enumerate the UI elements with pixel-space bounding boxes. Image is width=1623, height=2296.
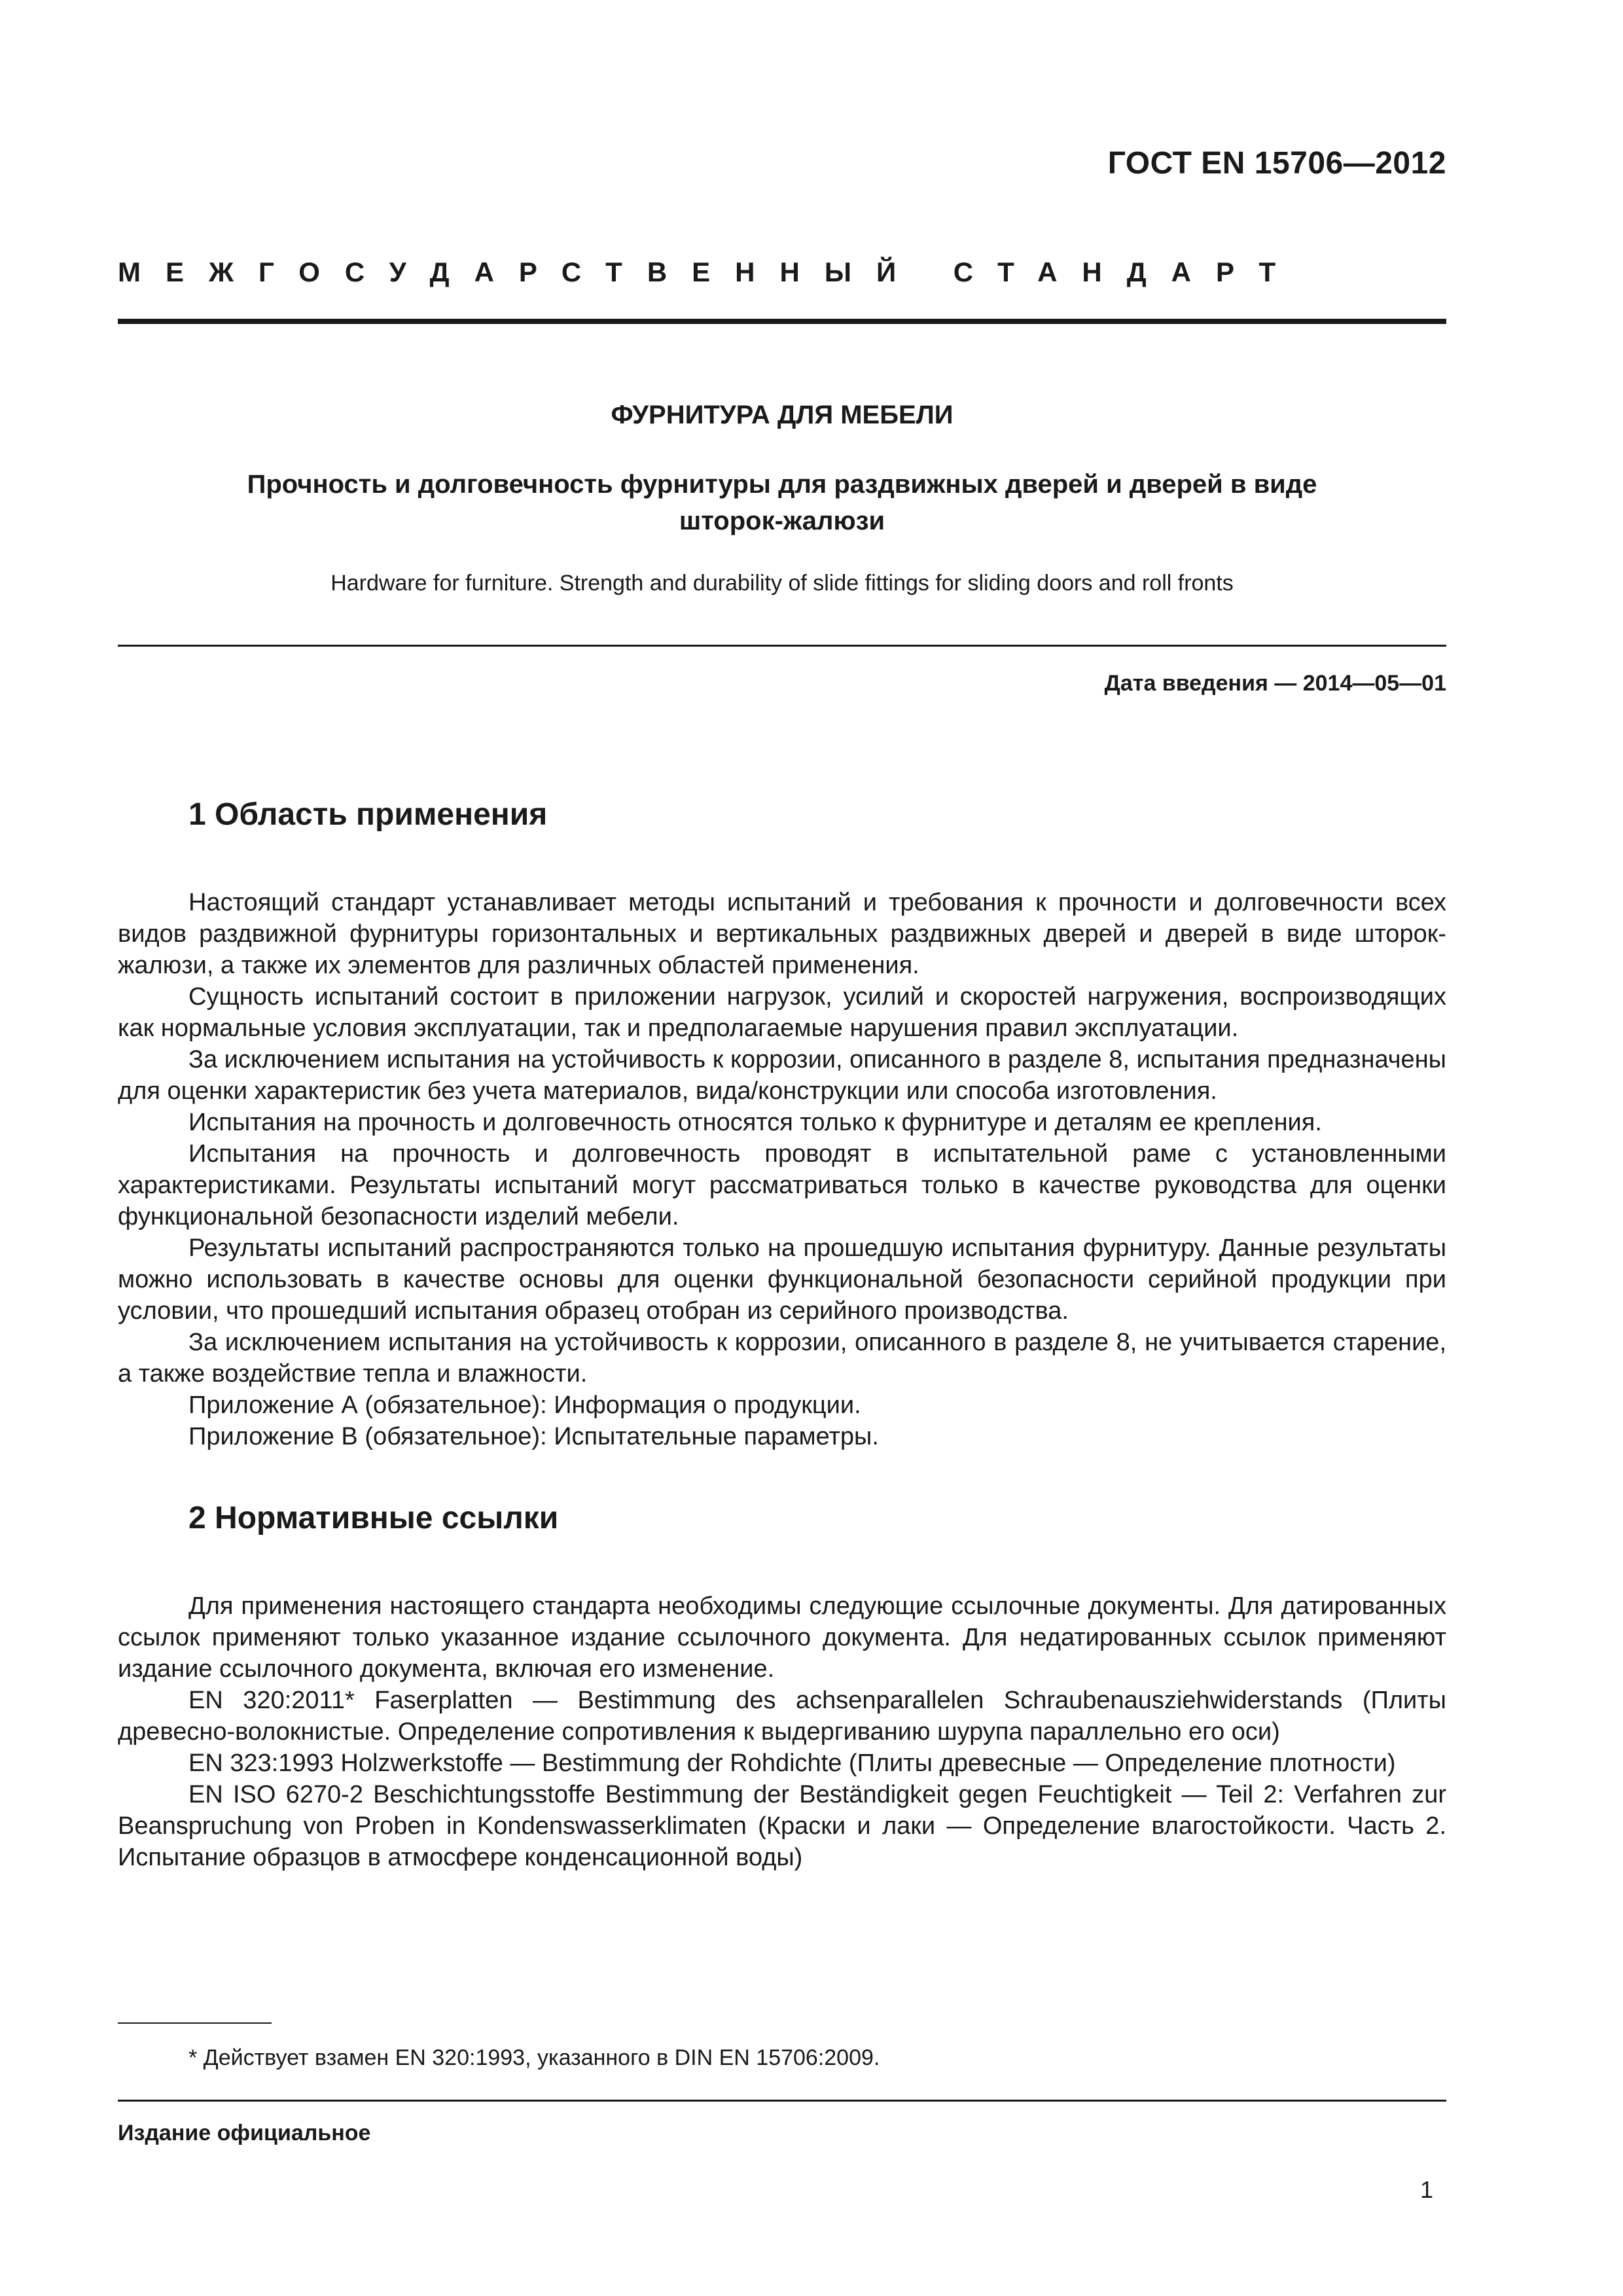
section-normative-references xyxy=(118,1499,1446,1873)
paragraph: Сущность испытаний состоит в приложении нагрузок, усилий и скоростей нагружения, воспроизводящих как нормальные условия эксплуатации, так и предполагаемые нарушения правил эксплуатации. xyxy=(118,983,1446,1042)
paragraph: Приложение А (обязательное): Информация о продукции. xyxy=(188,1391,861,1419)
edition-label: Издание официальное xyxy=(118,2121,371,2145)
reference-entry: EN 323:1993 Holzwerkstoffe — Bestimmung der Rohdichte (Плиты древесные — Определение плотности) xyxy=(188,1749,1396,1777)
section-heading-scope: 1 Область применения xyxy=(188,797,548,832)
document-title-english: Hardware for furniture. Strength and durability of slide fittings for sliding doors and roll fronts xyxy=(330,571,1234,596)
introduction-date: Дата введения — 2014—05—01 xyxy=(1104,671,1446,696)
standard-kind: МЕЖГОСУДАРСТВЕННЫЙ СТАНДАРТ xyxy=(118,257,1301,287)
document-title: ФУРНИТУРА ДЛЯ МЕБЕЛИ xyxy=(611,401,954,429)
section-body-scope xyxy=(118,887,1446,1452)
footnote: * Действует взамен EN 320:1993, указанного в DIN EN 15706:2009. xyxy=(188,2045,880,2070)
title-divider xyxy=(118,645,1446,647)
section-scope xyxy=(118,795,1446,1452)
section-heading-normative-references: 2 Нормативные ссылки xyxy=(188,1501,559,1535)
reference-entry: EN 320:2011* Faserplatten — Bestimmung des achsenparallelen Schraubenausziehwiderstands (Плиты древесно-волокнистые. Определение сопротивления к выдергиванию шурупа параллельно его оси) xyxy=(118,1687,1446,1746)
paragraph: Настоящий стандарт устанавливает методы испытаний и требования к прочности и долговечности всех видов раздвижной фурнитуры горизонтальных и вертикальных раздвижных дверей и дверей в виде шторок-жалюзи, а также их элементов для различных областей применения. xyxy=(118,889,1446,979)
page-number: 1 xyxy=(1419,2176,1433,2203)
paragraph: Испытания на прочность и долговечность проводят в испытательной раме с установленными характеристиками. Результаты испытаний могут рассматриваться только в качестве руководства для оценки функциональной безопасности изделий мебели. xyxy=(118,1140,1446,1230)
paragraph: Испытания на прочность и долговечность относятся только к фурнитуре и деталям ее крепления. xyxy=(188,1109,1322,1136)
paragraph: Результаты испытаний распространяются только на прошедшую испытания фурнитуру. Данные результаты можно использовать в качестве основы для оценки функциональной безопасности серийной продукции при условии, что прошедший испытания образец отобран из серийного производства. xyxy=(118,1234,1446,1325)
standard-number: ГОСТ EN 15706—2012 xyxy=(1107,146,1446,181)
reference-entry: EN ISO 6270-2 Beschichtungsstoffe Bestimmung der Beständigkeit gegen Feuchtigkeit — Teil 2: Verfahren zur Beanspruchung von Proben in Kondenswasserklimaten (Краски и лаки — Определение влагостойкости. Часть 2. Испытание образцов в атмосфере конденсационной воды) xyxy=(118,1781,1446,1871)
paragraph: За исключением испытания на устойчивость к коррозии, описанного в разделе 8, испытания предназначены для оценки характеристик без учета материалов, вида/конструкции или способа изготовления. xyxy=(118,1046,1446,1105)
footer-divider xyxy=(118,2100,1446,2102)
footnote-divider xyxy=(118,2022,272,2024)
paragraph: Для применения настоящего стандарта необходимы следующие ссылочные документы. Для датированных ссылок применяют только указанное издание ссылочного документа. Для недатированных ссылок применяют издание ссылочного документа, включая его изменение. xyxy=(118,1592,1446,1683)
paragraph: Приложение В (обязательное): Испытательные параметры. xyxy=(188,1423,879,1450)
header-divider xyxy=(118,319,1446,324)
section-body-normative-references xyxy=(118,1590,1446,1873)
document-subtitle: Прочность и долговечность фурнитуры для раздвижных дверей и дверей в виде шторок-жалюзи xyxy=(247,470,1317,535)
paragraph: За исключением испытания на устойчивость к коррозии, описанного в разделе 8, не учитывается старение, а также воздействие тепла и влажности. xyxy=(118,1329,1446,1388)
